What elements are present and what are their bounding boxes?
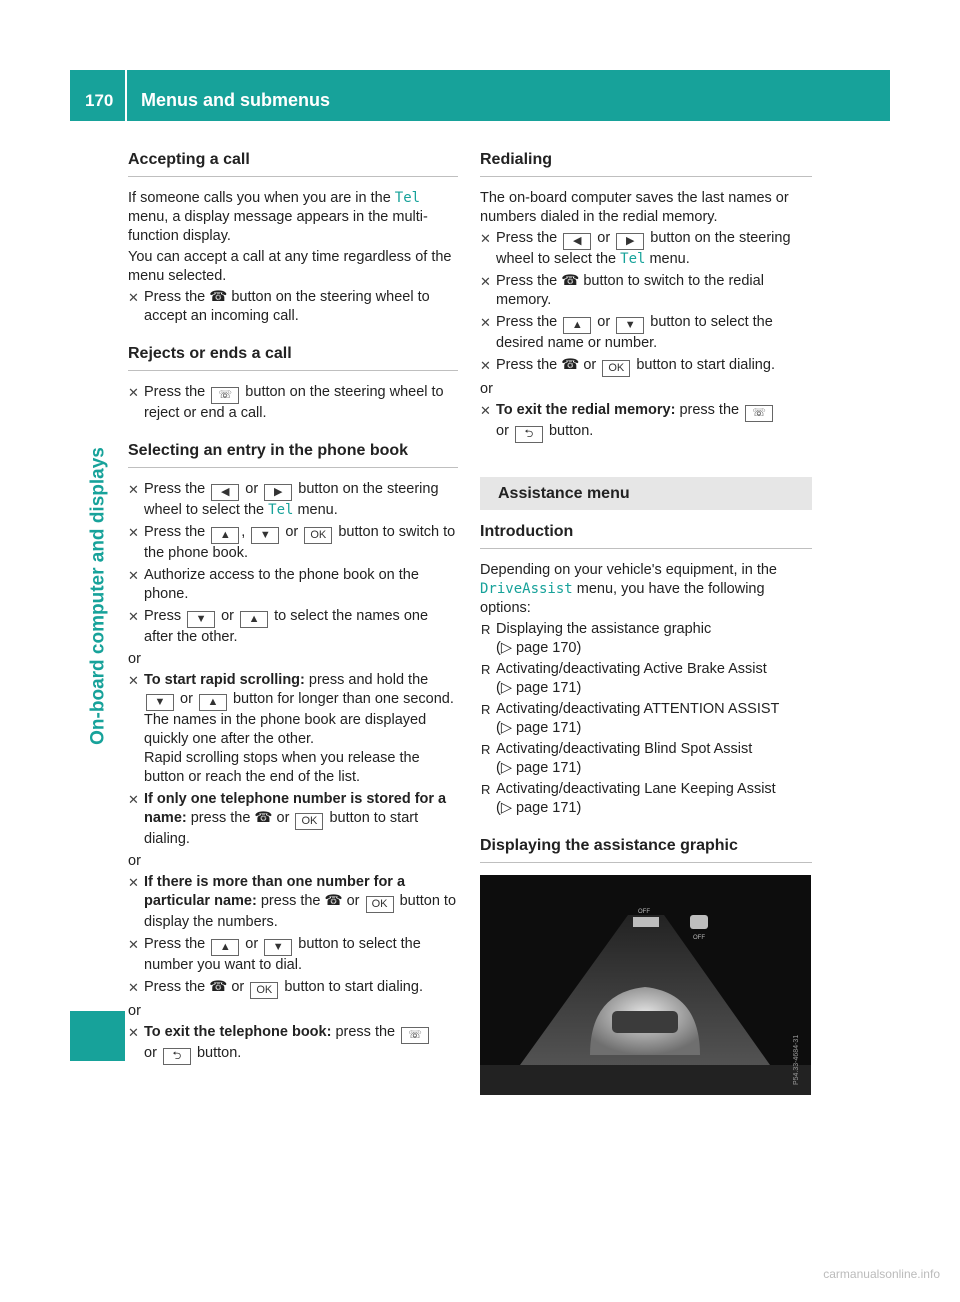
ground-band: [480, 1065, 811, 1095]
step: ✕ If only one telephone number is stored for a name: press the ☎ or OK button to start dialing.: [128, 791, 447, 847]
graphic-title: Displaying the assistance graphic: [480, 836, 812, 863]
down-key-icon: ▼: [251, 527, 279, 544]
ok-key-icon: OK: [250, 982, 278, 999]
assistance-graphic-image: [480, 875, 811, 1095]
right-key-icon: ▶: [264, 484, 292, 501]
reject-title: Rejects or ends a call: [128, 344, 458, 371]
step-arrow-icon: ✕: [128, 482, 139, 497]
step: ✕ Authorize access to the phone book on the phone.: [128, 567, 419, 602]
bullet-item: R Activating/deactivating Active Brake Assist (▷ page 171): [480, 660, 812, 698]
or-text: or: [480, 381, 493, 397]
step-arrow-icon: ✕: [128, 673, 139, 688]
step-arrow-icon: ✕: [128, 937, 139, 952]
ok-key-icon: OK: [304, 527, 332, 544]
step: ✕ To exit the redial memory: press the ☏ or ⮌ button.: [480, 401, 812, 443]
step-arrow-icon: ✕: [128, 525, 139, 540]
phone-hangup-icon: ☏: [211, 387, 239, 404]
left-key-icon: ◀: [563, 233, 591, 250]
assist-symbol-icon: [633, 917, 659, 927]
step-arrow-icon: ✕: [128, 980, 139, 995]
accept-title: Accepting a call: [128, 150, 458, 177]
bullet-item: R Activating/deactivating Blind Spot Assist (▷ page 171): [480, 740, 812, 778]
assistance-menu-heading: Assistance menu: [480, 477, 812, 510]
down-key-icon: ▼: [187, 611, 215, 628]
down-key-icon: ▼: [264, 939, 292, 956]
tel-menu-ref: Tel: [394, 190, 421, 206]
back-key-icon: ⮌: [515, 426, 543, 443]
step: ✕ To exit the telephone book: press the ☏ or ⮌ button.: [128, 1023, 458, 1065]
side-chapter-label: On-board computer and displays: [87, 447, 109, 745]
step: ✕ Press ▼ or ▲ to select the names one after the other.: [128, 608, 429, 645]
car-window: [612, 1011, 678, 1033]
accept-paragraph-1: If someone calls you when you are in the Tel menu, a display message appears in the multi-function display.: [128, 190, 428, 244]
step: ✕ Press the ◀ or ▶ button on the steering wheel to select the Tel menu.: [480, 230, 791, 267]
step: ✕ Press the ☎ button on the steering wheel to accept an incoming call.: [128, 289, 430, 324]
step: ✕ To start rapid scrolling: press and hold the ▼ or ▲ button for longer than one second. The names in the phone book are displayed quickly one after the other. Rapid scrolling stops when you release the button or reach the end of the list.: [128, 672, 454, 785]
left-column: [128, 150, 458, 1068]
phone-accept-icon: ☎: [561, 273, 580, 289]
right-key-icon: ▶: [616, 233, 644, 250]
or-text: or: [128, 853, 141, 869]
bullet-item: R Displaying the assistance graphic (▷ page 170): [480, 620, 812, 658]
up-key-icon: ▲: [211, 939, 239, 956]
accept-paragraph-2: You can accept a call at any time regardless of the menu selected.: [128, 249, 452, 284]
ok-key-icon: OK: [295, 813, 323, 830]
step-arrow-icon: ✕: [480, 403, 491, 418]
driveassist-menu-ref: DriveAssist: [480, 581, 573, 597]
left-key-icon: ◀: [211, 484, 239, 501]
off-label-1: OFF: [638, 909, 650, 915]
step: ✕ Press the ☎ button to switch to the redial memory.: [480, 273, 764, 308]
down-key-icon: ▼: [146, 694, 174, 711]
page-ref-link[interactable]: (▷ page 170): [496, 640, 582, 656]
bullet-item: R Activating/deactivating ATTENTION ASSIST (▷ page 171): [480, 700, 812, 738]
phone-accept-icon: ☎: [209, 289, 228, 305]
step-arrow-icon: ✕: [480, 315, 491, 330]
redial-title: Redialing: [480, 150, 812, 177]
bullet-item: R Activating/deactivating Lane Keeping Assist (▷ page 171): [480, 780, 812, 818]
side-tab-marker: [70, 1011, 125, 1061]
off-label-2: OFF: [693, 935, 705, 941]
step-arrow-icon: ✕: [128, 792, 139, 807]
step-arrow-icon: ✕: [480, 358, 491, 373]
step: ✕ Press the ▲ or ▼ button to select the desired name or number.: [480, 314, 773, 351]
back-key-icon: ⮌: [163, 1048, 191, 1065]
page-ref-link[interactable]: (▷ page 171): [496, 720, 582, 736]
page-ref-link[interactable]: (▷ page 171): [496, 800, 582, 816]
step: ✕ Press the ▲ , ▼ or OK button to switch to the phone book.: [128, 524, 456, 561]
step-arrow-icon: ✕: [480, 274, 491, 289]
image-code: P54.33-4684-31: [793, 1034, 800, 1085]
step: ✕ If there is more than one number for a particular name: press the ☎ or OK button to display the numbers.: [128, 874, 457, 930]
step-arrow-icon: ✕: [128, 290, 139, 305]
step-arrow-icon: ✕: [128, 875, 139, 890]
step-arrow-icon: ✕: [480, 231, 491, 246]
page-number: 170: [85, 91, 114, 110]
bullet-icon: R: [481, 662, 491, 677]
phone-accept-icon: ☎: [561, 357, 580, 373]
page-title: Menus and submenus: [141, 90, 331, 110]
step-arrow-icon: ✕: [128, 609, 139, 624]
phone-accept-icon: ☎: [209, 979, 228, 995]
or-text: or: [128, 1003, 141, 1019]
ok-key-icon: OK: [602, 360, 630, 377]
watermark: carmanualsonline.info: [823, 1267, 940, 1281]
up-key-icon: ▲: [563, 317, 591, 334]
step-arrow-icon: ✕: [128, 568, 139, 583]
step-arrow-icon: ✕: [128, 1025, 139, 1040]
bullet-icon: R: [481, 622, 491, 637]
phone-hangup-icon: ☏: [401, 1027, 429, 1044]
up-key-icon: ▲: [199, 694, 227, 711]
step: ✕ Press the ☏ button on the steering wheel to reject or end a call.: [128, 384, 444, 421]
down-key-icon: ▼: [616, 317, 644, 334]
redial-paragraph: The on-board computer saves the last names or numbers dialed in the redial memory.: [480, 190, 789, 225]
step: ✕ Press the ◀ or ▶ button on the steering wheel to select the Tel menu.: [128, 481, 439, 518]
ok-key-icon: OK: [366, 896, 394, 913]
step: ✕ Press the ☎ or OK button to start dialing.: [480, 356, 812, 377]
book-title: Selecting an entry in the phone book: [128, 441, 458, 468]
step-arrow-icon: ✕: [128, 385, 139, 400]
bullet-icon: R: [481, 782, 491, 797]
intro-paragraph: Depending on your vehicle's equipment, in the DriveAssist menu, you have the following options:: [480, 562, 777, 616]
bullet-icon: R: [481, 742, 491, 757]
bullet-icon: R: [481, 702, 491, 717]
page-ref-link[interactable]: (▷ page 171): [496, 760, 582, 776]
right-column: [480, 150, 812, 1095]
phone-accept-icon: ☎: [324, 893, 343, 909]
header-divider: [125, 70, 127, 121]
up-key-icon: ▲: [240, 611, 268, 628]
coffee-cup-icon: [690, 915, 708, 929]
page-ref-link[interactable]: (▷ page 171): [496, 680, 582, 696]
step: ✕ Press the ▲ or ▼ button to select the number you want to dial.: [128, 936, 421, 973]
intro-title: Introduction: [480, 522, 812, 549]
phone-hangup-icon: ☏: [745, 405, 773, 422]
step: ✕ Press the ☎ or OK button to start dialing.: [128, 978, 458, 999]
phone-accept-icon: ☎: [254, 810, 273, 826]
or-text: or: [128, 651, 141, 667]
up-key-icon: ▲: [211, 527, 239, 544]
